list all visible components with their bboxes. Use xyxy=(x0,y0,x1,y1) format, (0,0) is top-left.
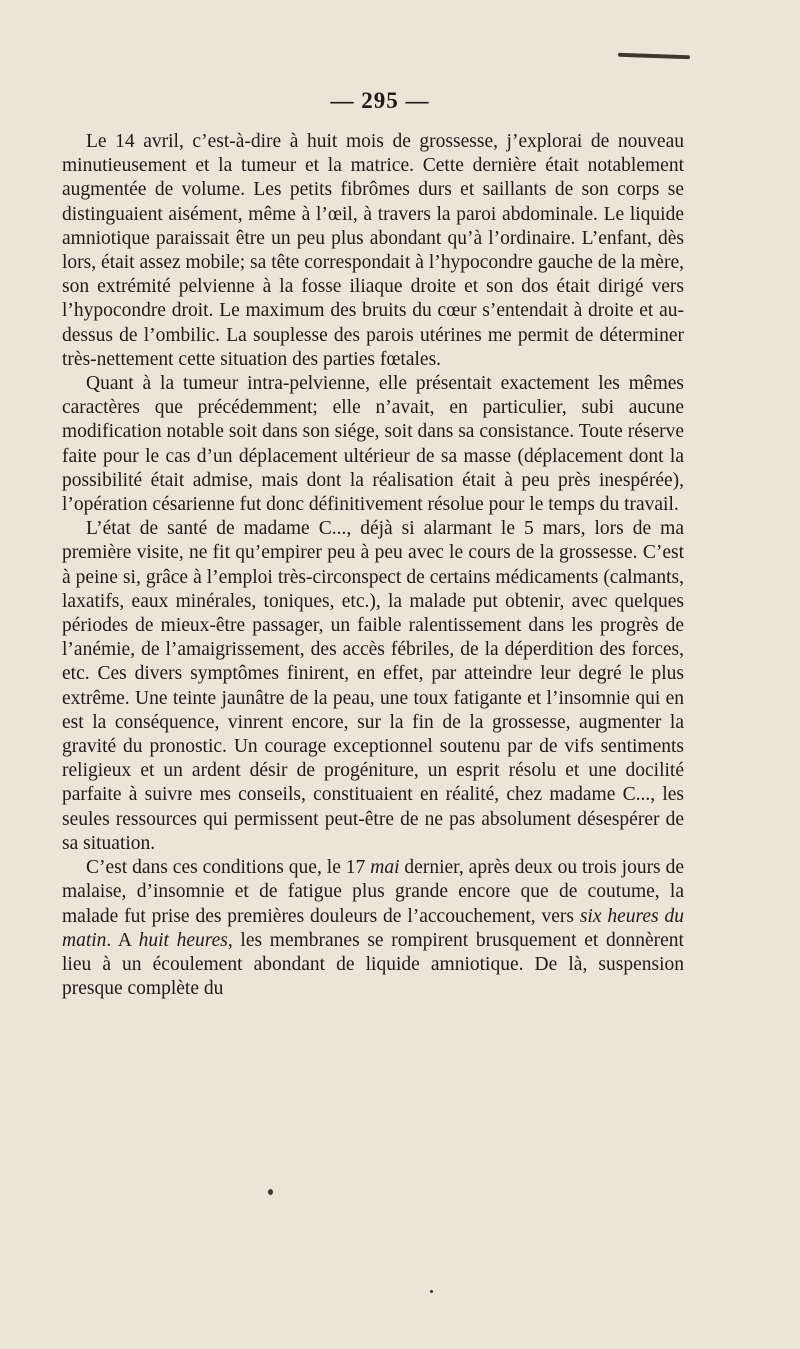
text-segment: Le 14 avril, c’est-à-dire à huit mois de grossesse, j’explorai de nouveau minutieusement et la tumeur et la matrice. Cette dernière était notablement augmentée de volume. Les petits fibrômes durs et saillants de son corps se distinguaient aisément, même à l’œil, à travers la paroi abdominale. Le liquide amniotique paraissait être un peu plus abondant qu’à l’ordinaire. L’enfant, dès lors, était assez mobile; sa tête correspondait à l’hypocondre gauche de la mère, son extrémité pelvienne à la fosse iliaque droite et son dos était dirigé vers l’hypocondre droit. Le maximum des bruits du cœur s’entendait à droite et au-dessus de l’ombilic. La souplesse des parois utérines me permit de déterminer très-nettement cette situation des parties fœtales. xyxy=(62,131,684,370)
paragraph xyxy=(62,517,684,856)
text-segment: C’est dans ces conditions que, le 17 xyxy=(86,857,371,879)
page-number: — 295 — xyxy=(330,88,430,113)
text-segment: Quant à la tumeur intra-pelvienne, elle présentait exactement les mêmes caractères que précédemment; elle n’avait, en particulier, subi aucune modification notable soit dans son siége, soit dans sa consistance. Toute réserve faite pour le cas d’un déplacement ultérieur de sa masse (déplacement dont la possibilité était admise, mais dont la réalisation était à peu près inespérée), l’opération césarienne fut donc définitivement résolue pour le temps du travail. xyxy=(62,373,684,516)
ink-dot xyxy=(268,1189,273,1195)
text-segment: L’état de santé de madame C..., déjà si alarmant le 5 mars, lors de ma première visite, ne fit qu’empirer peu à peu avec le cours de la grossesse. C’est à peine si, grâce à l’emploi très-circonspect de certains médicaments (calmants, laxatifs, eaux minérales, toniques, etc.), la malade put obtenir, avec quelques périodes de mieux-être passager, un faible ralentissement dans les progrès de l’anémie, de l’amaigrissement, des accès fébriles, de la déperdition des forces, etc. Ces divers symptômes finirent, en effet, par atteindre leur degré le plus extrême. Une teinte jaunâtre de la peau, une toux fatigante et l’insomnie qui en est la conséquence, vinrent encore, sur la fin de la grossesse, augmenter la gravité du pronostic. Un courage exceptionnel soutenu par de vifs sentiments religieux et un ardent désir de progéniture, un esprit résolu et une docilité parfaite à suivre mes conseils, constituaient en réalité, chez madame C..., les seules ressources qui permissent peut-être de ne pas absolument désespérer de sa situation. xyxy=(62,518,684,854)
paragraph xyxy=(62,130,684,372)
paragraph xyxy=(62,372,684,517)
text-segment: , les membranes se rompirent brusquement et donnèrent lieu à un écoulement abondant de liquide amniotique. De là, suspension presque complète du xyxy=(62,929,684,1000)
italic-text: six heures du matin xyxy=(62,905,684,951)
body-text xyxy=(62,130,684,1001)
italic-text: huit heures xyxy=(138,929,228,951)
ink-dot xyxy=(430,1290,433,1293)
paragraph xyxy=(62,856,684,1001)
italic-text: mai xyxy=(370,857,400,879)
text-segment: . A xyxy=(106,929,139,951)
ink-smudge xyxy=(618,53,690,60)
text-segment: dernier, après deux ou trois jours de malaise, d’insomnie et de fatigue plus grande encore que de coutume, la malade fut prise des premières douleurs de l’accouchement, vers xyxy=(62,857,684,927)
